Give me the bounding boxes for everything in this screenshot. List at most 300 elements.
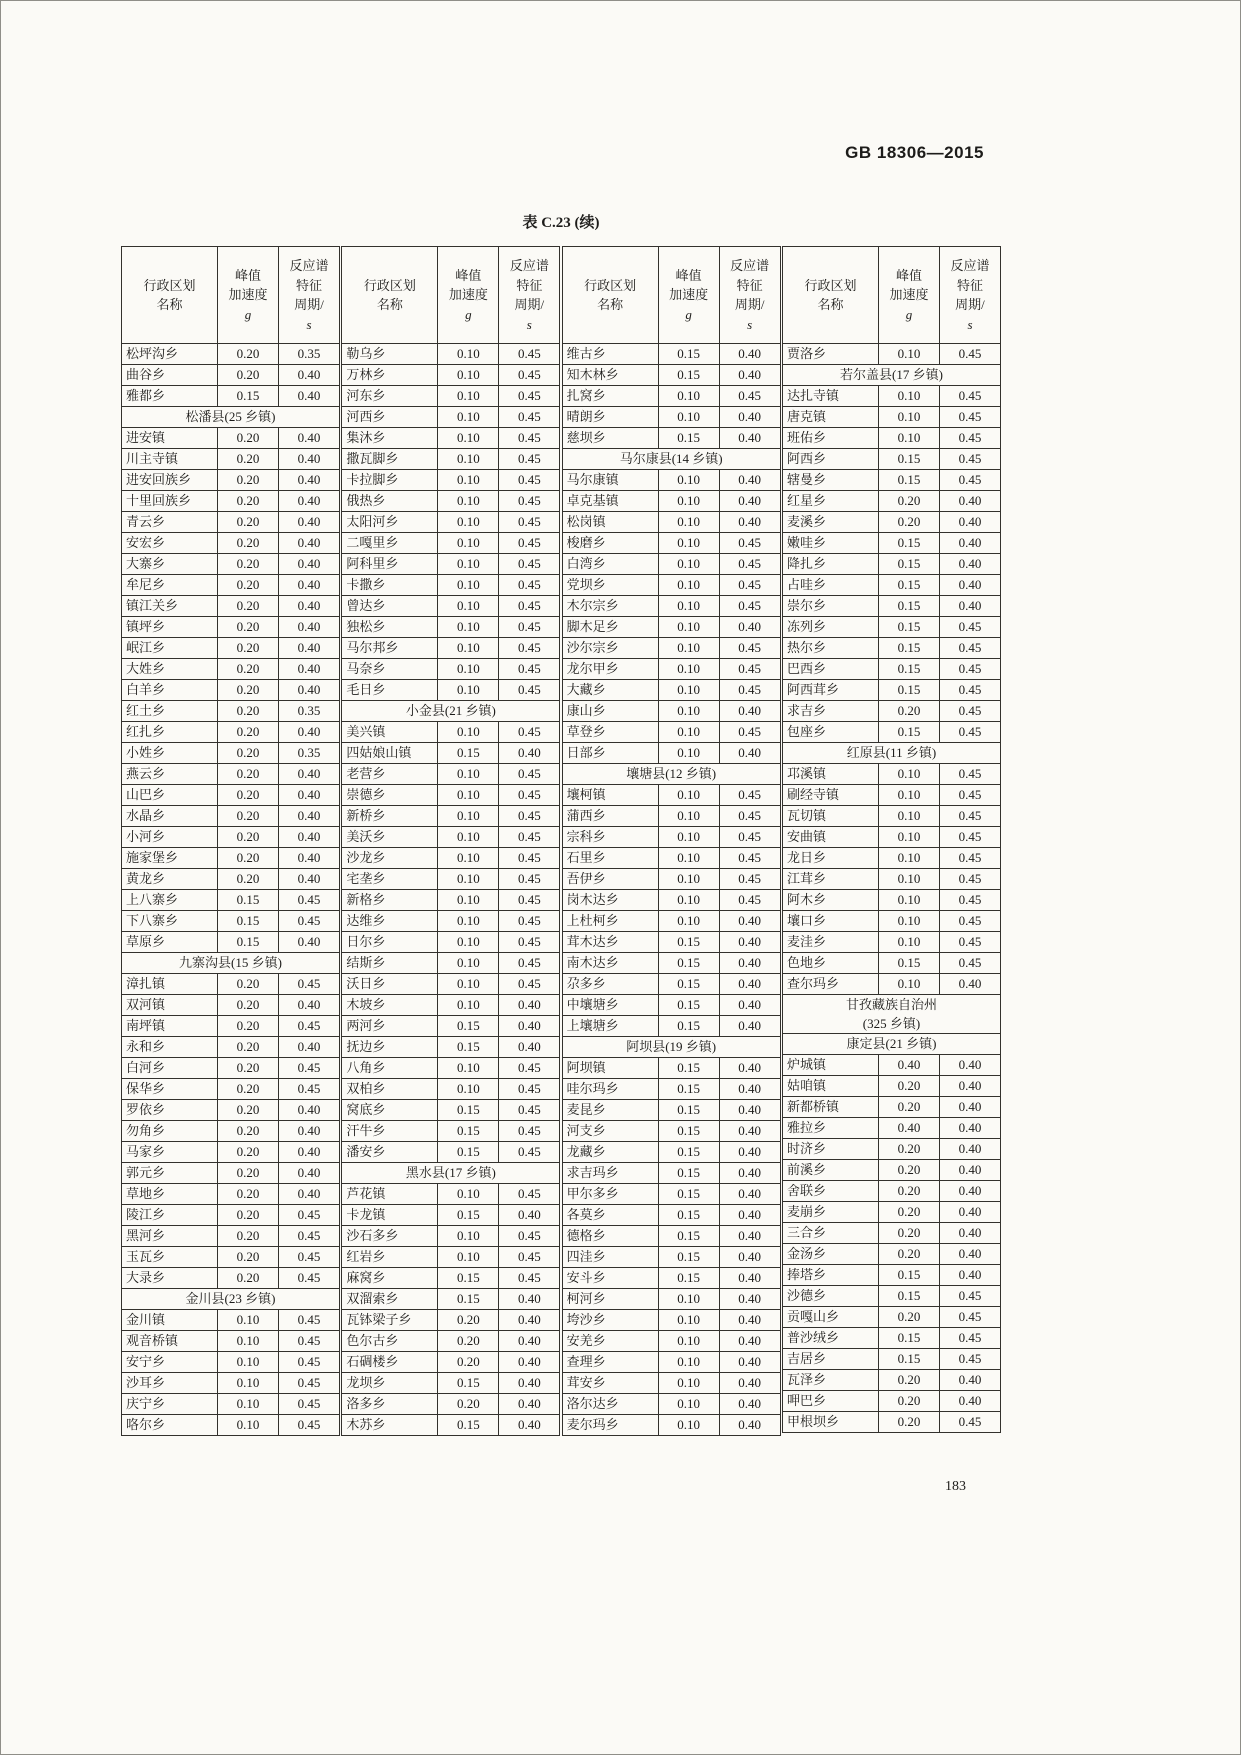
- pga-value-cell: 0.10: [438, 428, 499, 449]
- region-name-cell: 进安回族乡: [122, 470, 218, 491]
- region-row: [782, 701, 1000, 722]
- period-value-cell: 0.40: [279, 1142, 340, 1163]
- county-header-cell: 康定县(21 乡镇): [782, 1034, 1000, 1055]
- period-value-cell: 0.40: [279, 680, 340, 701]
- region-name-cell: 卡龙镇: [342, 1205, 438, 1226]
- region-name-cell: 各莫乡: [562, 1205, 658, 1226]
- period-value-cell: 0.45: [499, 722, 560, 743]
- region-row: [562, 617, 780, 638]
- period-value-cell: 0.40: [279, 386, 340, 407]
- region-row: [562, 1142, 780, 1163]
- pga-value-cell: 0.10: [438, 449, 499, 470]
- period-value-cell: 0.45: [499, 659, 560, 680]
- pga-value-cell: 0.20: [218, 470, 279, 491]
- region-row: [342, 911, 560, 932]
- region-name-cell: 美兴镇: [342, 722, 438, 743]
- region-name-cell: 河支乡: [562, 1121, 658, 1142]
- region-row: [122, 1226, 340, 1247]
- region-name-cell: 中壤塘乡: [562, 995, 658, 1016]
- region-row: [782, 1286, 1000, 1307]
- page-number: 183: [945, 1479, 966, 1494]
- column-group-2: [341, 246, 560, 1436]
- region-name-cell: 贡嘎山乡: [782, 1307, 878, 1328]
- region-row: [342, 428, 560, 449]
- period-value-cell: 0.45: [499, 1142, 560, 1163]
- period-value-cell: 0.40: [719, 617, 780, 638]
- region-row: [562, 1163, 780, 1184]
- region-row: [122, 638, 340, 659]
- region-name-cell: 万林乡: [342, 365, 438, 386]
- region-row: [122, 1331, 340, 1352]
- region-row: [782, 974, 1000, 995]
- region-row: [342, 386, 560, 407]
- region-name-cell: 燕云乡: [122, 764, 218, 785]
- region-row: [562, 722, 780, 743]
- region-row: [342, 974, 560, 995]
- region-row: [342, 995, 560, 1016]
- region-name-cell: 镇江关乡: [122, 596, 218, 617]
- pga-value-cell: 0.15: [658, 1100, 719, 1121]
- region-name-cell: 麻窝乡: [342, 1268, 438, 1289]
- period-value-cell: 0.45: [499, 365, 560, 386]
- region-name-cell: 宅垄乡: [342, 869, 438, 890]
- period-value-cell: 0.45: [279, 1226, 340, 1247]
- region-row: [562, 470, 780, 491]
- region-name-cell: 宗科乡: [562, 827, 658, 848]
- region-row: [342, 365, 560, 386]
- period-value-cell: 0.40: [279, 848, 340, 869]
- column-group-3: [562, 246, 781, 1436]
- period-value-cell: 0.45: [499, 428, 560, 449]
- region-name-cell: 麦崩乡: [782, 1202, 878, 1223]
- region-name-cell: 龙日乡: [782, 848, 878, 869]
- period-value-cell: 0.45: [939, 932, 1000, 953]
- period-value-cell: 0.45: [939, 1286, 1000, 1307]
- region-name-cell: 瓦钵梁子乡: [342, 1310, 438, 1331]
- region-name-cell: 上壤塘乡: [562, 1016, 658, 1037]
- pga-value-cell: 0.10: [438, 680, 499, 701]
- region-name-cell: 尕多乡: [562, 974, 658, 995]
- pga-value-cell: 0.15: [878, 638, 939, 659]
- pga-value-cell: 0.10: [658, 911, 719, 932]
- pga-value-cell: 0.15: [438, 1373, 499, 1394]
- region-row: [342, 1205, 560, 1226]
- region-row: [782, 1118, 1000, 1139]
- pga-value-cell: 0.20: [218, 1100, 279, 1121]
- pga-value-cell: 0.20: [218, 680, 279, 701]
- region-name-cell: 前溪乡: [782, 1160, 878, 1181]
- region-row: [122, 806, 340, 827]
- pga-value-cell: 0.10: [438, 533, 499, 554]
- period-value-cell: 0.45: [499, 1184, 560, 1205]
- region-name-cell: 上杜柯乡: [562, 911, 658, 932]
- region-row: [782, 806, 1000, 827]
- period-value-cell: 0.45: [939, 680, 1000, 701]
- county-header-row: [562, 449, 780, 470]
- region-row: [562, 1121, 780, 1142]
- region-name-cell: 茸安乡: [562, 1373, 658, 1394]
- region-name-cell: 撒瓦脚乡: [342, 449, 438, 470]
- region-row: [782, 848, 1000, 869]
- period-value-cell: 0.45: [719, 869, 780, 890]
- pga-value-cell: 0.20: [218, 491, 279, 512]
- region-name-cell: 江茸乡: [782, 869, 878, 890]
- prefecture-header-row: [782, 995, 1000, 1034]
- region-row: [122, 449, 340, 470]
- region-name-cell: 金汤乡: [782, 1244, 878, 1265]
- pga-value-cell: 0.10: [658, 1310, 719, 1331]
- region-row: [782, 596, 1000, 617]
- period-value-cell: 0.45: [499, 575, 560, 596]
- period-value-cell: 0.40: [939, 554, 1000, 575]
- pga-value-cell: 0.20: [878, 1391, 939, 1412]
- region-row: [782, 1244, 1000, 1265]
- pga-value-cell: 0.10: [438, 722, 499, 743]
- period-header: 反应谱 特征 周期/ s: [939, 247, 1000, 344]
- period-value-cell: 0.40: [499, 1205, 560, 1226]
- pga-value-cell: 0.20: [218, 638, 279, 659]
- region-row: [122, 701, 340, 722]
- region-name-cell: 金川镇: [122, 1310, 218, 1331]
- region-row: [562, 638, 780, 659]
- region-row: [782, 932, 1000, 953]
- pga-value-cell: 0.10: [438, 995, 499, 1016]
- column-group-1: [121, 246, 340, 1436]
- region-name-cell: 曾达乡: [342, 596, 438, 617]
- pga-value-cell: 0.10: [438, 365, 499, 386]
- region-name-cell: 阿木乡: [782, 890, 878, 911]
- period-value-cell: 0.40: [719, 1142, 780, 1163]
- region-name-cell: 瓦切镇: [782, 806, 878, 827]
- region-row: [562, 1289, 780, 1310]
- region-row: [342, 1037, 560, 1058]
- period-value-cell: 0.40: [279, 1121, 340, 1142]
- period-value-cell: 0.40: [719, 1415, 780, 1436]
- pga-value-cell: 0.10: [658, 407, 719, 428]
- pga-value-cell: 0.10: [878, 827, 939, 848]
- region-name-cell: 垮沙乡: [562, 1310, 658, 1331]
- pga-value-cell: 0.10: [438, 911, 499, 932]
- region-row: [562, 953, 780, 974]
- pga-value-cell: 0.10: [438, 491, 499, 512]
- region-row: [122, 1058, 340, 1079]
- region-name-cell: 木尔宗乡: [562, 596, 658, 617]
- pga-value-cell: 0.10: [658, 575, 719, 596]
- pga-value-cell: 0.20: [878, 1307, 939, 1328]
- region-name-cell: 求吉玛乡: [562, 1163, 658, 1184]
- region-name-cell: 新格乡: [342, 890, 438, 911]
- period-value-cell: 0.45: [499, 407, 560, 428]
- pga-value-cell: 0.10: [658, 617, 719, 638]
- region-name-cell: 卓克基镇: [562, 491, 658, 512]
- region-row: [782, 1202, 1000, 1223]
- region-name-cell: 石碉楼乡: [342, 1352, 438, 1373]
- pga-value-cell: 0.10: [658, 680, 719, 701]
- region-name-cell: 吉居乡: [782, 1349, 878, 1370]
- region-row: [562, 512, 780, 533]
- region-row: [342, 1121, 560, 1142]
- region-row: [782, 764, 1000, 785]
- region-row: [122, 596, 340, 617]
- region-name-cell: 达维乡: [342, 911, 438, 932]
- pga-value-cell: 0.15: [658, 974, 719, 995]
- region-name-cell: 麦洼乡: [782, 932, 878, 953]
- period-value-cell: 0.45: [499, 806, 560, 827]
- region-name-header: 行政区划 名称: [782, 247, 878, 344]
- period-value-cell: 0.35: [279, 743, 340, 764]
- pga-value-cell: 0.10: [438, 638, 499, 659]
- region-name-cell: 陵江乡: [122, 1205, 218, 1226]
- period-value-cell: 0.40: [719, 491, 780, 512]
- period-value-cell: 0.40: [719, 512, 780, 533]
- region-name-cell: 岷江乡: [122, 638, 218, 659]
- pga-value-cell: 0.20: [218, 1226, 279, 1247]
- period-value-cell: 0.40: [499, 1016, 560, 1037]
- region-name-cell: 雅拉乡: [782, 1118, 878, 1139]
- period-value-cell: 0.40: [719, 1121, 780, 1142]
- region-name-cell: 山巴乡: [122, 785, 218, 806]
- pga-value-cell: 0.20: [878, 512, 939, 533]
- period-value-cell: 0.40: [279, 1163, 340, 1184]
- region-name-cell: 河东乡: [342, 386, 438, 407]
- period-value-cell: 0.45: [499, 827, 560, 848]
- region-row: [562, 1415, 780, 1436]
- region-row: [562, 428, 780, 449]
- period-value-cell: 0.40: [719, 1184, 780, 1205]
- period-value-cell: 0.40: [719, 1058, 780, 1079]
- region-row: [342, 554, 560, 575]
- period-value-cell: 0.45: [939, 407, 1000, 428]
- region-row: [122, 1184, 340, 1205]
- region-name-cell: 白湾乡: [562, 554, 658, 575]
- pga-value-cell: 0.20: [438, 1310, 499, 1331]
- region-name-cell: 勒乌乡: [342, 344, 438, 365]
- region-name-cell: 观音桥镇: [122, 1331, 218, 1352]
- region-row: [562, 1247, 780, 1268]
- pga-value-cell: 0.20: [218, 974, 279, 995]
- region-row: [782, 1055, 1000, 1076]
- pga-value-cell: 0.10: [878, 764, 939, 785]
- period-value-cell: 0.40: [719, 344, 780, 365]
- pga-value-cell: 0.10: [438, 407, 499, 428]
- region-name-cell: 老营乡: [342, 764, 438, 785]
- region-row: [562, 596, 780, 617]
- pga-value-cell: 0.10: [438, 470, 499, 491]
- period-value-cell: 0.40: [719, 911, 780, 932]
- region-row: [342, 953, 560, 974]
- period-value-cell: 0.40: [719, 1205, 780, 1226]
- pga-value-cell: 0.15: [658, 365, 719, 386]
- pga-value-cell: 0.15: [878, 533, 939, 554]
- pga-value-cell: 0.15: [878, 596, 939, 617]
- pga-header: 峰值 加速度 g: [218, 247, 279, 344]
- pga-value-cell: 0.20: [218, 701, 279, 722]
- region-name-cell: 普沙绒乡: [782, 1328, 878, 1349]
- period-value-cell: 0.40: [719, 995, 780, 1016]
- pga-value-cell: 0.15: [658, 1079, 719, 1100]
- region-row: [782, 1412, 1000, 1433]
- region-name-cell: 热尔乡: [782, 638, 878, 659]
- pga-value-cell: 0.15: [878, 1265, 939, 1286]
- pga-value-cell: 0.10: [658, 470, 719, 491]
- period-value-cell: 0.40: [939, 1160, 1000, 1181]
- region-row: [122, 785, 340, 806]
- period-value-cell: 0.45: [279, 1247, 340, 1268]
- period-value-cell: 0.45: [939, 428, 1000, 449]
- region-name-cell: 雅都乡: [122, 386, 218, 407]
- period-value-cell: 0.45: [719, 806, 780, 827]
- region-row: [782, 554, 1000, 575]
- region-row: [342, 638, 560, 659]
- pga-value-cell: 0.10: [658, 1352, 719, 1373]
- region-row: [342, 827, 560, 848]
- period-value-cell: 0.45: [279, 1205, 340, 1226]
- region-name-cell: 黄龙乡: [122, 869, 218, 890]
- region-row: [782, 533, 1000, 554]
- region-row: [782, 344, 1000, 365]
- pga-value-cell: 0.10: [658, 512, 719, 533]
- period-value-cell: 0.45: [939, 869, 1000, 890]
- county-header-cell: 黑水县(17 乡镇): [342, 1163, 560, 1184]
- pga-value-cell: 0.10: [438, 785, 499, 806]
- region-row: [122, 911, 340, 932]
- region-name-cell: 卡撒乡: [342, 575, 438, 596]
- pga-value-cell: 0.20: [218, 848, 279, 869]
- period-value-cell: 0.45: [499, 1100, 560, 1121]
- pga-value-cell: 0.20: [218, 995, 279, 1016]
- region-row: [122, 1079, 340, 1100]
- region-name-cell: 洛多乡: [342, 1394, 438, 1415]
- region-name-cell: 马尔康镇: [562, 470, 658, 491]
- period-value-cell: 0.45: [939, 659, 1000, 680]
- pga-value-cell: 0.10: [658, 722, 719, 743]
- period-value-cell: 0.40: [719, 1016, 780, 1037]
- region-row: [122, 743, 340, 764]
- region-name-cell: 呷巴乡: [782, 1391, 878, 1412]
- region-row: [782, 1160, 1000, 1181]
- region-name-cell: 壤口乡: [782, 911, 878, 932]
- region-row: [342, 617, 560, 638]
- pga-value-cell: 0.20: [218, 533, 279, 554]
- pga-value-cell: 0.10: [438, 344, 499, 365]
- region-row: [782, 890, 1000, 911]
- region-row: [782, 386, 1000, 407]
- region-row: [562, 680, 780, 701]
- region-row: [562, 932, 780, 953]
- region-name-cell: 冻列乡: [782, 617, 878, 638]
- pga-value-cell: 0.10: [438, 1247, 499, 1268]
- period-value-cell: 0.45: [499, 449, 560, 470]
- region-name-cell: 漳扎镇: [122, 974, 218, 995]
- period-value-cell: 0.45: [279, 1058, 340, 1079]
- pga-value-cell: 0.10: [438, 890, 499, 911]
- pga-value-cell: 0.10: [878, 911, 939, 932]
- region-name-cell: 大藏乡: [562, 680, 658, 701]
- region-row: [562, 344, 780, 365]
- county-header-row: [122, 953, 340, 974]
- region-row: [562, 1058, 780, 1079]
- region-row: [782, 1223, 1000, 1244]
- region-name-cell: 扎窝乡: [562, 386, 658, 407]
- pga-value-cell: 0.10: [878, 344, 939, 365]
- period-value-cell: 0.40: [939, 1139, 1000, 1160]
- period-header: 反应谱 特征 周期/ s: [719, 247, 780, 344]
- region-row: [122, 932, 340, 953]
- pga-value-cell: 0.10: [218, 1310, 279, 1331]
- region-name-cell: 松坪沟乡: [122, 344, 218, 365]
- period-value-cell: 0.40: [939, 1391, 1000, 1412]
- pga-value-cell: 0.20: [218, 344, 279, 365]
- region-row: [562, 1079, 780, 1100]
- region-name-cell: 河西乡: [342, 407, 438, 428]
- region-row: [342, 1142, 560, 1163]
- period-value-cell: 0.45: [499, 1268, 560, 1289]
- region-name-cell: 维古乡: [562, 344, 658, 365]
- pga-value-cell: 0.10: [438, 1058, 499, 1079]
- pga-value-cell: 0.10: [658, 1415, 719, 1436]
- period-value-cell: 0.45: [499, 911, 560, 932]
- pga-value-cell: 0.20: [218, 428, 279, 449]
- period-value-cell: 0.40: [499, 1289, 560, 1310]
- pga-value-cell: 0.40: [878, 1118, 939, 1139]
- pga-value-cell: 0.10: [878, 974, 939, 995]
- pga-value-cell: 0.15: [658, 953, 719, 974]
- period-value-cell: 0.40: [279, 449, 340, 470]
- period-value-cell: 0.40: [719, 1289, 780, 1310]
- region-row: [342, 1058, 560, 1079]
- region-row: [122, 869, 340, 890]
- period-value-cell: 0.40: [719, 1331, 780, 1352]
- region-row: [342, 659, 560, 680]
- region-row: [782, 1307, 1000, 1328]
- region-name-cell: 占哇乡: [782, 575, 878, 596]
- pga-value-cell: 0.15: [878, 1286, 939, 1307]
- pga-value-cell: 0.15: [438, 1415, 499, 1436]
- pga-value-cell: 0.10: [438, 932, 499, 953]
- pga-value-cell: 0.10: [658, 1331, 719, 1352]
- region-row: [122, 680, 340, 701]
- pga-value-cell: 0.10: [438, 575, 499, 596]
- region-row: [122, 386, 340, 407]
- region-row: [782, 1349, 1000, 1370]
- region-name-cell: 红星乡: [782, 491, 878, 512]
- period-value-cell: 0.45: [719, 386, 780, 407]
- region-name-cell: 曲谷乡: [122, 365, 218, 386]
- pga-value-cell: 0.15: [658, 1205, 719, 1226]
- pga-value-cell: 0.15: [658, 344, 719, 365]
- region-row: [342, 806, 560, 827]
- period-value-cell: 0.45: [279, 911, 340, 932]
- region-row: [562, 1226, 780, 1247]
- period-value-cell: 0.40: [719, 1163, 780, 1184]
- pga-value-cell: 0.15: [658, 1058, 719, 1079]
- region-name-cell: 黑河乡: [122, 1226, 218, 1247]
- region-name-cell: 马奈乡: [342, 659, 438, 680]
- region-row: [342, 1184, 560, 1205]
- pga-value-cell: 0.10: [438, 806, 499, 827]
- region-name-cell: 安斗乡: [562, 1268, 658, 1289]
- region-row: [562, 1184, 780, 1205]
- region-name-cell: 龙藏乡: [562, 1142, 658, 1163]
- region-name-cell: 汗牛乡: [342, 1121, 438, 1142]
- pga-value-cell: 0.10: [438, 974, 499, 995]
- period-value-cell: 0.40: [499, 1352, 560, 1373]
- pga-value-cell: 0.15: [878, 575, 939, 596]
- region-name-cell: 大姓乡: [122, 659, 218, 680]
- region-name-cell: 德格乡: [562, 1226, 658, 1247]
- region-row: [342, 1289, 560, 1310]
- period-value-cell: 0.45: [719, 722, 780, 743]
